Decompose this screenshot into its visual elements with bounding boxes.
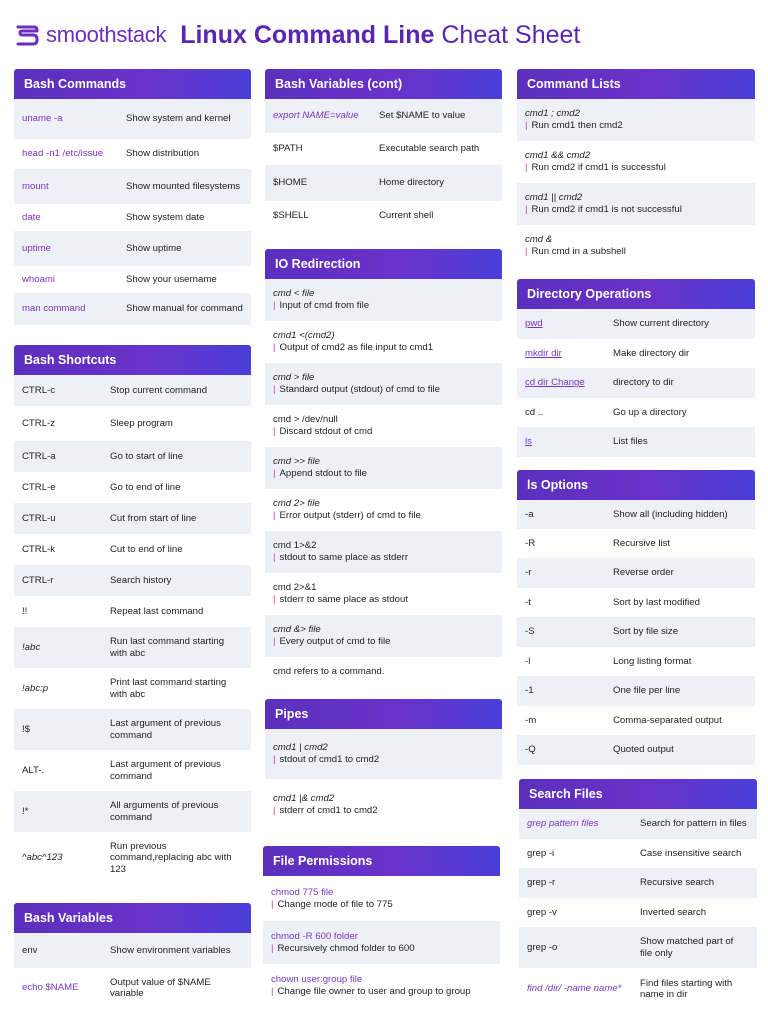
directory-operations-list [517, 309, 755, 457]
list-item: cmd & | Run cmd in a subshell [517, 225, 755, 267]
bash-variables-cont-list [265, 99, 502, 231]
list-item: cmd1 | cmd2 | stdout of cmd1 to cmd2 [265, 729, 502, 779]
list-item: -t Sort by last modified [517, 588, 755, 617]
list-item: CTRL-u Cut from start of line [14, 503, 251, 534]
page-title: Linux Command Line Cheat Sheet [180, 20, 581, 49]
list-item: chown user:group file | Change file owner to user and group to group [263, 964, 500, 1008]
list-item: !$ Last argument of previous command [14, 709, 251, 750]
list-item: grep pattern files Search for pattern in files [519, 809, 757, 839]
section-title: Pipes [265, 699, 502, 729]
bullet-bar-icon: | [273, 384, 276, 395]
page-header [14, 18, 580, 52]
section-title: Bash Variables (cont) [265, 69, 502, 99]
list-item: CTRL-z Sleep program [14, 406, 251, 441]
list-item: cmd &> file | Every output of cmd to file [265, 615, 502, 657]
section-title: Bash Variables [14, 903, 251, 933]
list-item: cmd1 ; cmd2 | Run cmd1 then cmd2 [517, 99, 755, 141]
bullet-bar-icon: | [273, 510, 276, 521]
list-item: uname -a Show system and kernel [14, 99, 251, 139]
list-item: man command Show manual for command [14, 293, 251, 325]
list-item: $SHELL Current shell [265, 201, 502, 231]
list-item: head -n1 /etc/issue Show distribution [14, 139, 251, 169]
section-bash-shortcuts [14, 345, 251, 884]
brand-name: smoothstack [46, 22, 167, 47]
bullet-bar-icon: | [273, 552, 276, 563]
list-item: chmod -R 600 folder | Recursively chmod folder to 600 [263, 921, 500, 964]
bash-variables-list [14, 933, 251, 1008]
bullet-bar-icon: | [273, 636, 276, 647]
section-command-lists [517, 69, 755, 267]
bash-shortcuts-list [14, 375, 251, 884]
list-item: cmd 2> file | Error output (stderr) of cmd to file [265, 489, 502, 531]
section-file-permissions [263, 846, 500, 1008]
list-item: -r Reverse order [517, 558, 755, 588]
list-item: -Q Quoted output [517, 735, 755, 765]
list-item: CTRL-e Go to end of line [14, 472, 251, 503]
bash-commands-list [14, 99, 251, 325]
section-title: Directory Operations [517, 279, 755, 309]
bullet-bar-icon: | [525, 204, 528, 215]
list-item: cd dir Change directory to dir [517, 368, 755, 398]
list-item: grep -r Recursive search [519, 868, 757, 898]
pipes-list [265, 729, 502, 831]
mkdir-link[interactable]: mkdir dir [525, 347, 562, 359]
ls-link[interactable]: ls [525, 436, 532, 448]
list-item: cmd1 <(cmd2) | Output of cmd2 as file input to cmd1 [265, 321, 502, 363]
search-files-list [519, 809, 757, 1010]
section-bash-variables [14, 903, 251, 1008]
list-item: -a Show all (including hidden) [517, 500, 755, 529]
list-item: whoami Show your username [14, 266, 251, 293]
list-item: uptime Show uptime [14, 231, 251, 266]
bullet-bar-icon: | [273, 805, 276, 816]
list-item: echo $NAME Output value of $NAME variable [14, 968, 251, 1008]
list-item: !abc:p Print last command starting with abc [14, 668, 251, 709]
list-item: !! Repeat last command [14, 596, 251, 627]
list-item: -l Long listing format [517, 647, 755, 676]
list-item: cmd > /dev/null | Discard stdout of cmd [265, 405, 502, 447]
list-item: -S Sort by file size [517, 617, 755, 647]
section-io-redirection [265, 249, 502, 687]
list-item: grep -i Case insensitive search [519, 839, 757, 868]
bullet-bar-icon: | [273, 754, 276, 765]
io-redirection-list [265, 279, 502, 687]
section-title: Bash Commands [14, 69, 251, 99]
bullet-bar-icon: | [525, 120, 528, 131]
list-item: cmd1 || cmd2 | Run cmd2 if cmd1 is not successful [517, 183, 755, 225]
section-title: Command Lists [517, 69, 755, 99]
pwd-link[interactable]: pwd [525, 318, 543, 330]
section-title: IO Redirection [265, 249, 502, 279]
list-item: -R Recursive list [517, 529, 755, 558]
io-note: cmd refers to a command. [265, 657, 502, 687]
list-item: cmd > file | Standard output (stdout) of cmd to file [265, 363, 502, 405]
list-item: chmod 775 file | Change mode of file to 775 [263, 876, 500, 921]
bullet-bar-icon: | [271, 898, 274, 910]
list-item: cmd < file | Input of cmd from file [265, 279, 502, 321]
list-item: $HOME Home directory [265, 165, 502, 201]
list-item: mount Show mounted filesystems [14, 169, 251, 204]
list-item: cmd 1>&2 | stdout to same place as stderr [265, 531, 502, 573]
list-item: cmd1 && cmd2 | Run cmd2 if cmd1 is successful [517, 141, 755, 183]
list-item: !abc Run last command starting with abc [14, 627, 251, 668]
list-item: pwd Show current directory [517, 309, 755, 339]
section-title: ls Options [517, 470, 755, 500]
list-item: grep -v Inverted search [519, 898, 757, 927]
list-item: CTRL-c Stop current command [14, 375, 251, 406]
bullet-bar-icon: | [273, 468, 276, 479]
list-item: ls List files [517, 427, 755, 457]
command-lists-list [517, 99, 755, 267]
list-item: date Show system date [14, 204, 251, 231]
section-title: Search Files [519, 779, 757, 809]
list-item: CTRL-r Search history [14, 565, 251, 596]
section-search-files [519, 779, 757, 1010]
list-item: find /dir/ -name name* Find files starting with name in dir [519, 968, 757, 1010]
section-pipes [265, 699, 502, 831]
bullet-bar-icon: | [273, 426, 276, 437]
list-item: !* All arguments of previous command [14, 791, 251, 832]
list-item: ^abc^123 Run previous command,replacing abc with 123 [14, 832, 251, 884]
list-item: grep -o Show matched part of file only [519, 927, 757, 968]
bullet-bar-icon: | [273, 300, 276, 311]
ls-options-list [517, 500, 755, 765]
bullet-bar-icon: | [271, 986, 274, 997]
smoothstack-logo-icon [14, 22, 40, 48]
list-item: ALT-. Last argument of previous command [14, 750, 251, 791]
section-ls-options [517, 470, 755, 765]
list-item: cmd 2>&1 | stderr to same place as stdout [265, 573, 502, 615]
list-item: export NAME=value Set $NAME to value [265, 99, 502, 133]
list-item: $PATH Executable search path [265, 133, 502, 165]
bullet-bar-icon: | [525, 246, 528, 257]
bullet-bar-icon: | [525, 162, 528, 173]
list-item: env Show environment variables [14, 933, 251, 968]
list-item: -m Comma-separated output [517, 706, 755, 735]
section-title: File Permissions [263, 846, 500, 876]
list-item: CTRL-a Go to start of line [14, 441, 251, 472]
list-item: -1 One file per line [517, 676, 755, 706]
bullet-bar-icon: | [273, 594, 276, 605]
list-item: CTRL-k Cut to end of line [14, 534, 251, 565]
list-item: cmd >> file | Append stdout to file [265, 447, 502, 489]
bullet-bar-icon: | [271, 942, 274, 954]
list-item: cd .. Go up a directory [517, 398, 755, 427]
file-permissions-list [263, 876, 500, 1008]
list-item: mkdir dir Make directory dir [517, 339, 755, 368]
section-bash-variables-cont [265, 69, 502, 231]
bullet-bar-icon: | [273, 342, 276, 353]
list-item: cmd1 |& cmd2 | stderr of cmd1 to cmd2 [265, 779, 502, 831]
section-bash-commands [14, 69, 251, 325]
section-directory-operations [517, 279, 755, 457]
section-title: Bash Shortcuts [14, 345, 251, 375]
cd-link[interactable]: cd dir Change [525, 377, 585, 389]
